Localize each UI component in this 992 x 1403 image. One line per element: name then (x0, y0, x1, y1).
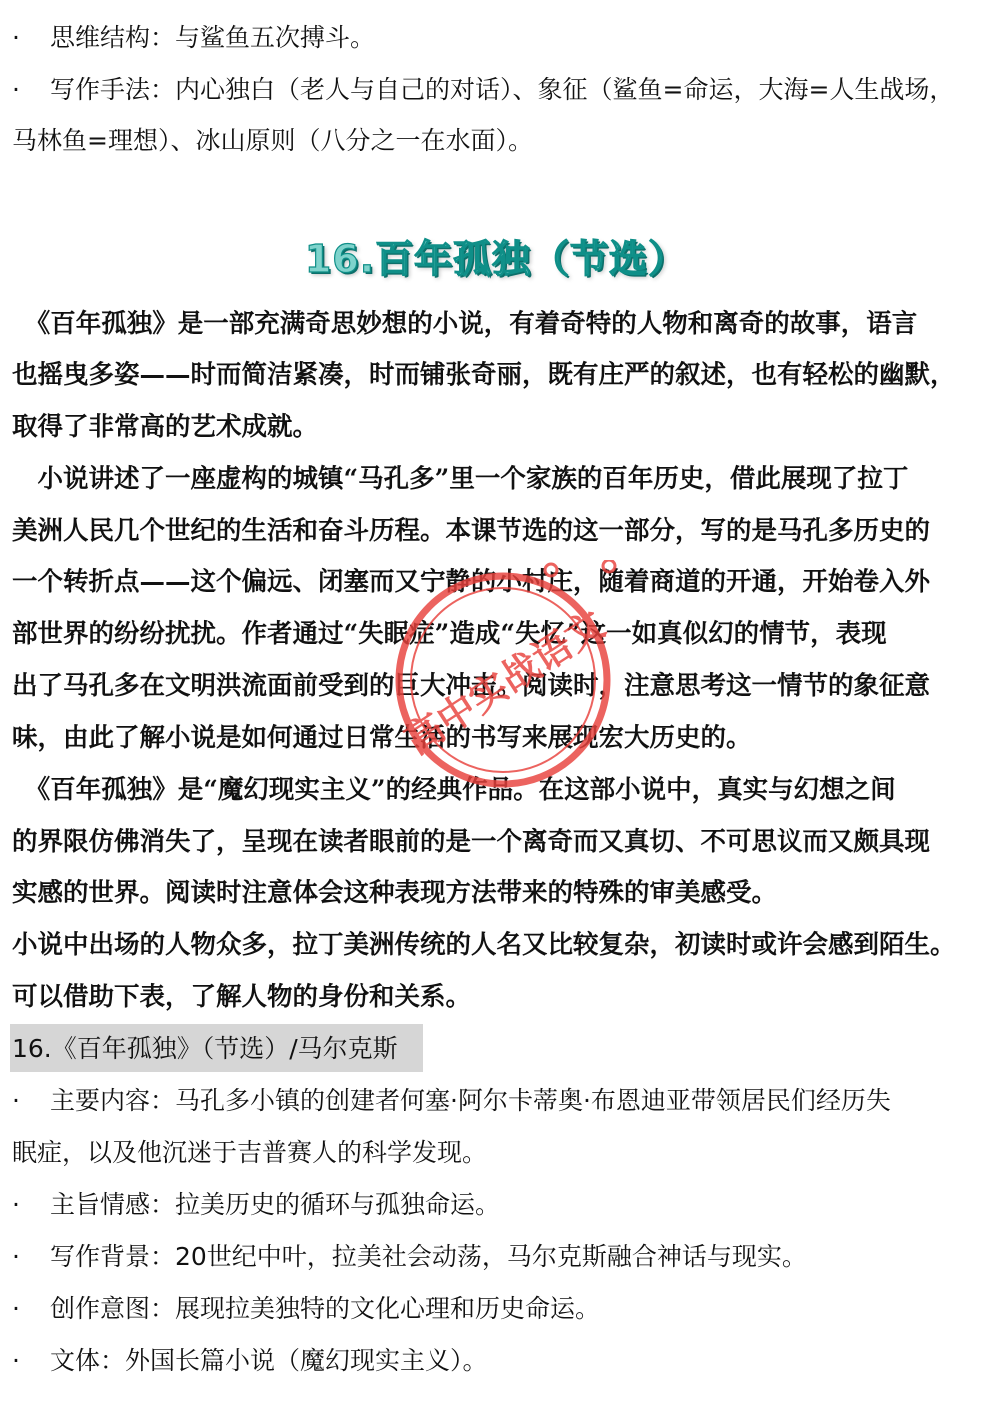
bullet-marker: · (12, 1294, 20, 1323)
paragraph-line: 《百年孤独》是“魔幻现实主义”的经典作品。在这部小说中，真实与幻想之间 (12, 775, 896, 805)
paragraph-line: 出了马孔多在文明洪流面前受到的巨大冲击。阅读时，注意思考这一情节的象征意 (12, 671, 931, 701)
paragraph-line: 一个转折点——这个偏远、闭塞而又宁静的小村庄，随着商道的开通，开始卷入外 (12, 567, 931, 597)
bullet-continuation: 马林鱼=理想）、冰山原则（八分之一在水面）。 (12, 126, 533, 155)
lesson-heading: 16.《百年孤独》（节选）/马尔克斯 (12, 1034, 398, 1063)
bullet-item (12, 1231, 984, 1283)
paragraph-line: 美洲人民几个世纪的生活和奋斗历程。本课节选的这一部分，写的是马孔多历史的 (12, 516, 931, 546)
bullet-text: 主旨情感：拉美历史的循环与孤独命运。 (50, 1190, 501, 1219)
paragraph-line: 小说中出场的人物众多，拉丁美洲传统的人名又比较复杂，初读时或许会感到陌生。 (12, 930, 956, 960)
paragraph-line: 也摇曳多姿——时而简洁紧凑，时而铺张奇丽，既有庄严的叙述，也有轻松的幽默， (12, 360, 956, 390)
bullet-continuation: 眠症，以及他沉迷于吉普赛人的科学发现。 (12, 1138, 488, 1167)
paragraph-line: 部世界的纷纷扰扰。作者通过“失眠症”造成“失忆”这一如真似幻的情节，表现 (12, 619, 887, 649)
paragraph-line: 小说讲述了一座虚构的城镇“马孔多”里一个家族的百年历史，借此展现了拉丁 (12, 464, 909, 494)
paragraph-line: 的界限仿佛消失了，呈现在读者眼前的是一个离奇而又真切、不可思议而又颇具现 (12, 827, 931, 857)
bullet-text: 思维结构：与鲨鱼五次搏斗。 (50, 23, 376, 52)
section-title: 16.百年孤独（节选） (304, 237, 688, 281)
bullet-text: 主要内容：马孔多小镇的创建者何塞·阿尔卡蒂奥·布恩迪亚带领居民们经历失 (50, 1086, 891, 1115)
bullet-text: 创作意图：展现拉美独特的文化心理和历史命运。 (50, 1294, 601, 1323)
bullet-item (12, 1335, 984, 1387)
paragraph-line: 《百年孤独》是一部充满奇思妙想的小说，有着奇特的人物和离奇的故事，语言 (12, 309, 918, 339)
bullet-item (12, 64, 984, 116)
bullet-text: 写作手法：内心独白（老人与自己的对话）、象征（鲨鱼=命运，大海=人生战场， (50, 75, 955, 104)
bullet-marker: · (12, 23, 20, 52)
stamp-text: 高中实战语文 (397, 601, 613, 764)
bullet-marker: · (12, 75, 20, 104)
bullet-text: 文体：外国长篇小说（魔幻现实主义）。 (50, 1346, 488, 1375)
paragraph-line: 可以借助下表，了解人物的身份和关系。 (12, 982, 472, 1012)
paragraph-line: 取得了非常高的艺术成就。 (12, 412, 319, 442)
bullet-text: 写作背景：20世纪中叶，拉美社会动荡，马尔克斯融合神话与现实。 (50, 1242, 807, 1271)
bullet-marker: · (12, 1086, 20, 1115)
paragraph-line: 味，由此了解小说是如何通过日常生活的书写来展现宏大历史的。 (12, 723, 752, 753)
bullet-marker: · (12, 1242, 20, 1271)
paragraph-line: 实感的世界。阅读时注意体会这种表现方法带来的特殊的审美感受。 (12, 878, 778, 908)
bullet-marker: · (12, 1346, 20, 1375)
bullet-item (12, 1075, 984, 1127)
bullet-marker: · (12, 1190, 20, 1219)
bullet-item (12, 1283, 984, 1335)
bullet-item (12, 1179, 984, 1231)
bullet-item (12, 12, 984, 64)
